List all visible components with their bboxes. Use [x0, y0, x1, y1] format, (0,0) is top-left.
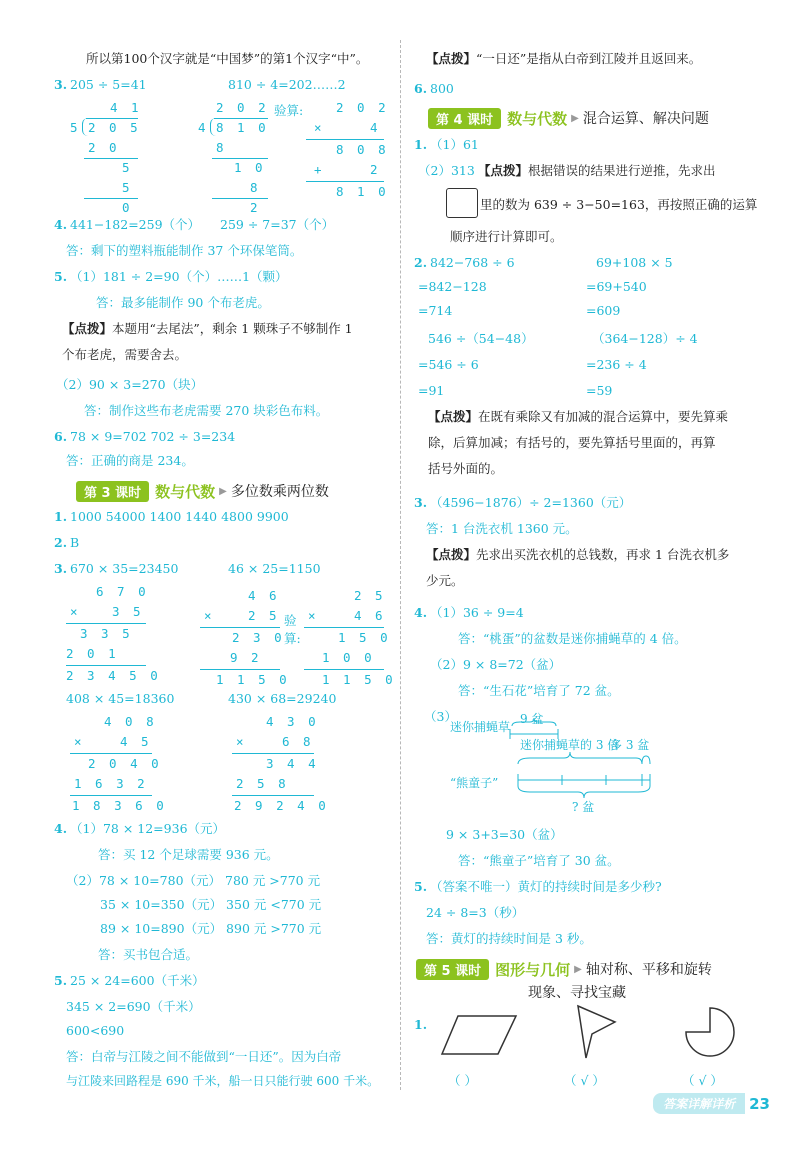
equation: 546 ÷（54−48） [428, 331, 534, 346]
equation: 810 ÷ 4=202……2 [228, 77, 346, 92]
hint-text: 先求出买洗衣机的总钱数，再求 1 台洗衣机多 [476, 547, 730, 562]
answer: 答：最多能制作 90 个布老虎。 [96, 295, 270, 310]
diagram-label: 迷你捕蝇草的 3 倍 [520, 738, 620, 752]
answer: 答：制作这些布老虎需要 270 块彩色布料。 [84, 403, 329, 418]
hint-tag: 【点拨】 [426, 547, 477, 562]
hint-line [62, 320, 353, 338]
divisor: 5 [70, 120, 81, 135]
answer: 答：买书包合适。 [98, 947, 199, 962]
hint-line [426, 546, 729, 564]
lesson-subtitle-2: 现象、寻找宝藏 [528, 985, 626, 1001]
question-number: 5. [414, 879, 428, 894]
diagram-label: ? 盆 [572, 800, 595, 814]
lesson-subtitle: 多位数乘两位数 [230, 484, 329, 500]
hint-text: 在既有乘除又有加减的混合运算中，要先算乘 [478, 409, 729, 424]
equation: 89 × 10=890（元） 890 元 >770 元 [100, 921, 322, 936]
lesson-topic: 数与代数 [155, 482, 216, 501]
hint-tag: 【点拨】 [62, 321, 113, 336]
question-number: 4. [54, 821, 68, 836]
partial: 5 [122, 160, 133, 175]
answer: 答：剩下的塑料瓶能制作 37 个环保笔筒。 [66, 243, 303, 258]
lesson-topic: 数与代数 [507, 109, 568, 128]
check-label: 算: [284, 631, 301, 646]
answer: 答：黄灯的持续时间是 3 秒。 [426, 931, 592, 946]
hint-text: 根据错误的结果进行逆推，先求出 [528, 163, 716, 178]
question-number: 4. [414, 605, 428, 620]
partial: 8 [250, 180, 261, 195]
lesson-subtitle: 混合运算、解决问题 [582, 111, 709, 127]
shapes [430, 1000, 770, 1060]
arrow-shape [578, 1006, 615, 1058]
equation: 430 × 68=29240 [228, 691, 337, 706]
quotient: 4 1 [110, 100, 142, 115]
lesson-badge: 第 3 课时 [76, 481, 149, 502]
equation: 408 × 45=18360 [66, 691, 175, 706]
choice-answer: （ √ ） [564, 1073, 605, 1088]
hint-text: “一日还”是指从白帝到江陵并且返回来。 [476, 51, 702, 66]
partial: 5 [122, 180, 133, 195]
equation: =91 [418, 383, 445, 398]
equation: =842−128 [418, 279, 487, 294]
question-part: （3） [424, 709, 457, 724]
hint-text: 个布老虎，需要舍去。 [62, 347, 188, 362]
answer: 答：买 12 个足球需要 936 元。 [98, 847, 279, 862]
sector-shape [686, 1008, 734, 1056]
answer: 答：1 台洗衣机 1360 元。 [426, 521, 578, 536]
equation: 600<690 [66, 1023, 125, 1038]
lesson-5-header [416, 958, 712, 980]
equation: =236 ÷ 4 [586, 357, 647, 372]
equation: 24 ÷ 8=3（秒） [426, 905, 525, 920]
parallelogram-shape [442, 1016, 516, 1054]
hint-line [426, 50, 701, 68]
choice-answer: （ ） [448, 1073, 477, 1088]
partial: 2 0 [88, 140, 120, 155]
quotient: 2 0 2 [216, 100, 269, 115]
equation: （1）181 ÷ 2=90（个）……1（颗） [70, 269, 288, 284]
hint-text: 括号外面的。 [428, 461, 504, 476]
diagram-label: 迷你捕蝇草 [450, 720, 511, 734]
equation: （2）78 × 10=780（元） 780 元 >770 元 [66, 873, 321, 888]
equation: =714 [418, 303, 453, 318]
blank-box [446, 188, 478, 218]
lesson-3-header [76, 480, 329, 502]
diagram-lines [440, 712, 670, 822]
answer: B [70, 535, 80, 550]
question-number: 4. [54, 217, 68, 232]
diagram-label: 多 3 盆 [610, 738, 650, 752]
answer: （2）313 [418, 163, 475, 178]
equation: （364−128）÷ 4 [592, 331, 698, 346]
hint-text: 少元。 [426, 573, 464, 588]
equation: 441−182=259（个） [70, 217, 201, 232]
segment-diagram [440, 712, 670, 822]
equation: （2）9 × 8=72（盆） [430, 657, 562, 672]
hint-line [478, 162, 716, 180]
hint-tag: 【点拨】 [426, 51, 477, 66]
equation: 670 × 35=23450 [70, 561, 179, 576]
check-label: 验算: [274, 103, 304, 118]
answer: 答：正确的商是 234。 [66, 453, 194, 468]
answer: 与江陵来回路程是 690 千米，船一日只能行驶 600 千米。 [66, 1074, 380, 1088]
question-number: 1. [54, 509, 68, 524]
check-label: 验 [284, 613, 297, 628]
question-number: 3. [414, 495, 428, 510]
hint-text: 除，后算加减；有括号的，要先算括号里面的，再算 [428, 435, 716, 450]
answer: 800 [430, 81, 454, 96]
question-number: 1. [414, 137, 428, 152]
diagram-label: 9 盆 [520, 712, 544, 726]
answer: 答：“熊童子”培育了 30 盆。 [458, 853, 620, 868]
lesson-4-header [428, 107, 709, 129]
question-number: 6. [414, 81, 428, 96]
equation: 1000 54000 1400 1440 4800 9900 [70, 509, 289, 524]
lesson-topic: 图形与几何 [495, 960, 571, 979]
equation: 205 ÷ 5=41 [70, 77, 147, 92]
answer: 答：“生石花”培育了 72 盆。 [458, 683, 620, 698]
equation: 9 × 3+3=30（盆） [446, 827, 563, 842]
remainder: 0 [122, 200, 133, 215]
hint-tag: 【点拨】 [428, 409, 479, 424]
lesson-badge: 第 5 课时 [416, 959, 489, 980]
question-number: 5. [54, 973, 68, 988]
equation: 46 × 25=1150 [228, 561, 321, 576]
answer: （1）61 [430, 137, 479, 152]
remainder: 2 [250, 200, 261, 215]
question-number: 2. [54, 535, 68, 550]
equation: =609 [586, 303, 621, 318]
equation: （4596−1876）÷ 2=1360（元） [430, 495, 632, 510]
dividend: 8 1 0 [216, 120, 269, 135]
partial: 1 0 [234, 160, 266, 175]
equation: 345 × 2=690（千米） [66, 999, 201, 1014]
footer-label: 答案详解详析 [653, 1093, 745, 1114]
dividend: 2 0 5 [88, 120, 141, 135]
hint-line [428, 408, 728, 426]
hint-text: 顺序进行计算即可。 [450, 229, 563, 244]
question-number: 6. [54, 429, 68, 444]
column-divider [400, 40, 401, 1090]
lesson-subtitle: 轴对称、平移和旋转 [585, 962, 712, 978]
triangle-arrow-icon: ▶ [574, 963, 582, 975]
hint-text: 本题用“去尾法”，剩余 1 颗珠子不够制作 1 [112, 321, 353, 336]
equation: （1）36 ÷ 9=4 [430, 605, 524, 620]
answer: 答：“桃蛋”的盆数是迷你捕蝇草的 4 倍。 [458, 631, 687, 646]
hint-tag: 【点拨】 [478, 163, 529, 178]
text-line: 所以第100个汉字就是“中国梦”的第1个汉字“中”。 [86, 51, 369, 66]
question-number: 2. [414, 255, 428, 270]
equation: （1）78 × 12=936（元） [70, 821, 226, 836]
diagram-label: “熊童子” [450, 776, 499, 790]
question-number: 1. [414, 1017, 428, 1032]
triangle-arrow-icon: ▶ [571, 112, 579, 124]
page-footer [653, 1093, 770, 1114]
page-number: 23 [749, 1094, 770, 1113]
equation: 25 × 24=600（千米） [70, 973, 205, 988]
equation: 842−768 ÷ 6 [430, 255, 515, 270]
answer: 答：白帝与江陵之间不能做到“一日还”。因为白帝 [66, 1049, 342, 1064]
question-number: 3. [54, 561, 68, 576]
choice-answer: （ √ ） [682, 1073, 723, 1088]
lesson-badge: 第 4 课时 [428, 108, 501, 129]
equation: 35 × 10=350（元） 350 元 <770 元 [100, 897, 322, 912]
equation: =546 ÷ 6 [418, 357, 479, 372]
question-number: 3. [54, 77, 68, 92]
divisor: 4 [198, 120, 209, 135]
equation: （答案不唯一）黄灯的持续时间是多少秒? [430, 879, 662, 894]
equation: =59 [586, 383, 613, 398]
hint-text: 里的数为 639 ÷ 3−50=163，再按照正确的运算 [480, 197, 758, 212]
question-number: 5. [54, 269, 68, 284]
equation: （2）90 × 3=270（块） [56, 377, 204, 392]
equation: 259 ÷ 7=37（个） [220, 217, 335, 232]
partial: 8 [216, 140, 227, 155]
equation: 78 × 9=702 702 ÷ 3=234 [70, 429, 236, 444]
equation: 69+108 × 5 [596, 255, 673, 270]
equation: =69+540 [586, 279, 647, 294]
triangle-arrow-icon: ▶ [219, 485, 227, 497]
